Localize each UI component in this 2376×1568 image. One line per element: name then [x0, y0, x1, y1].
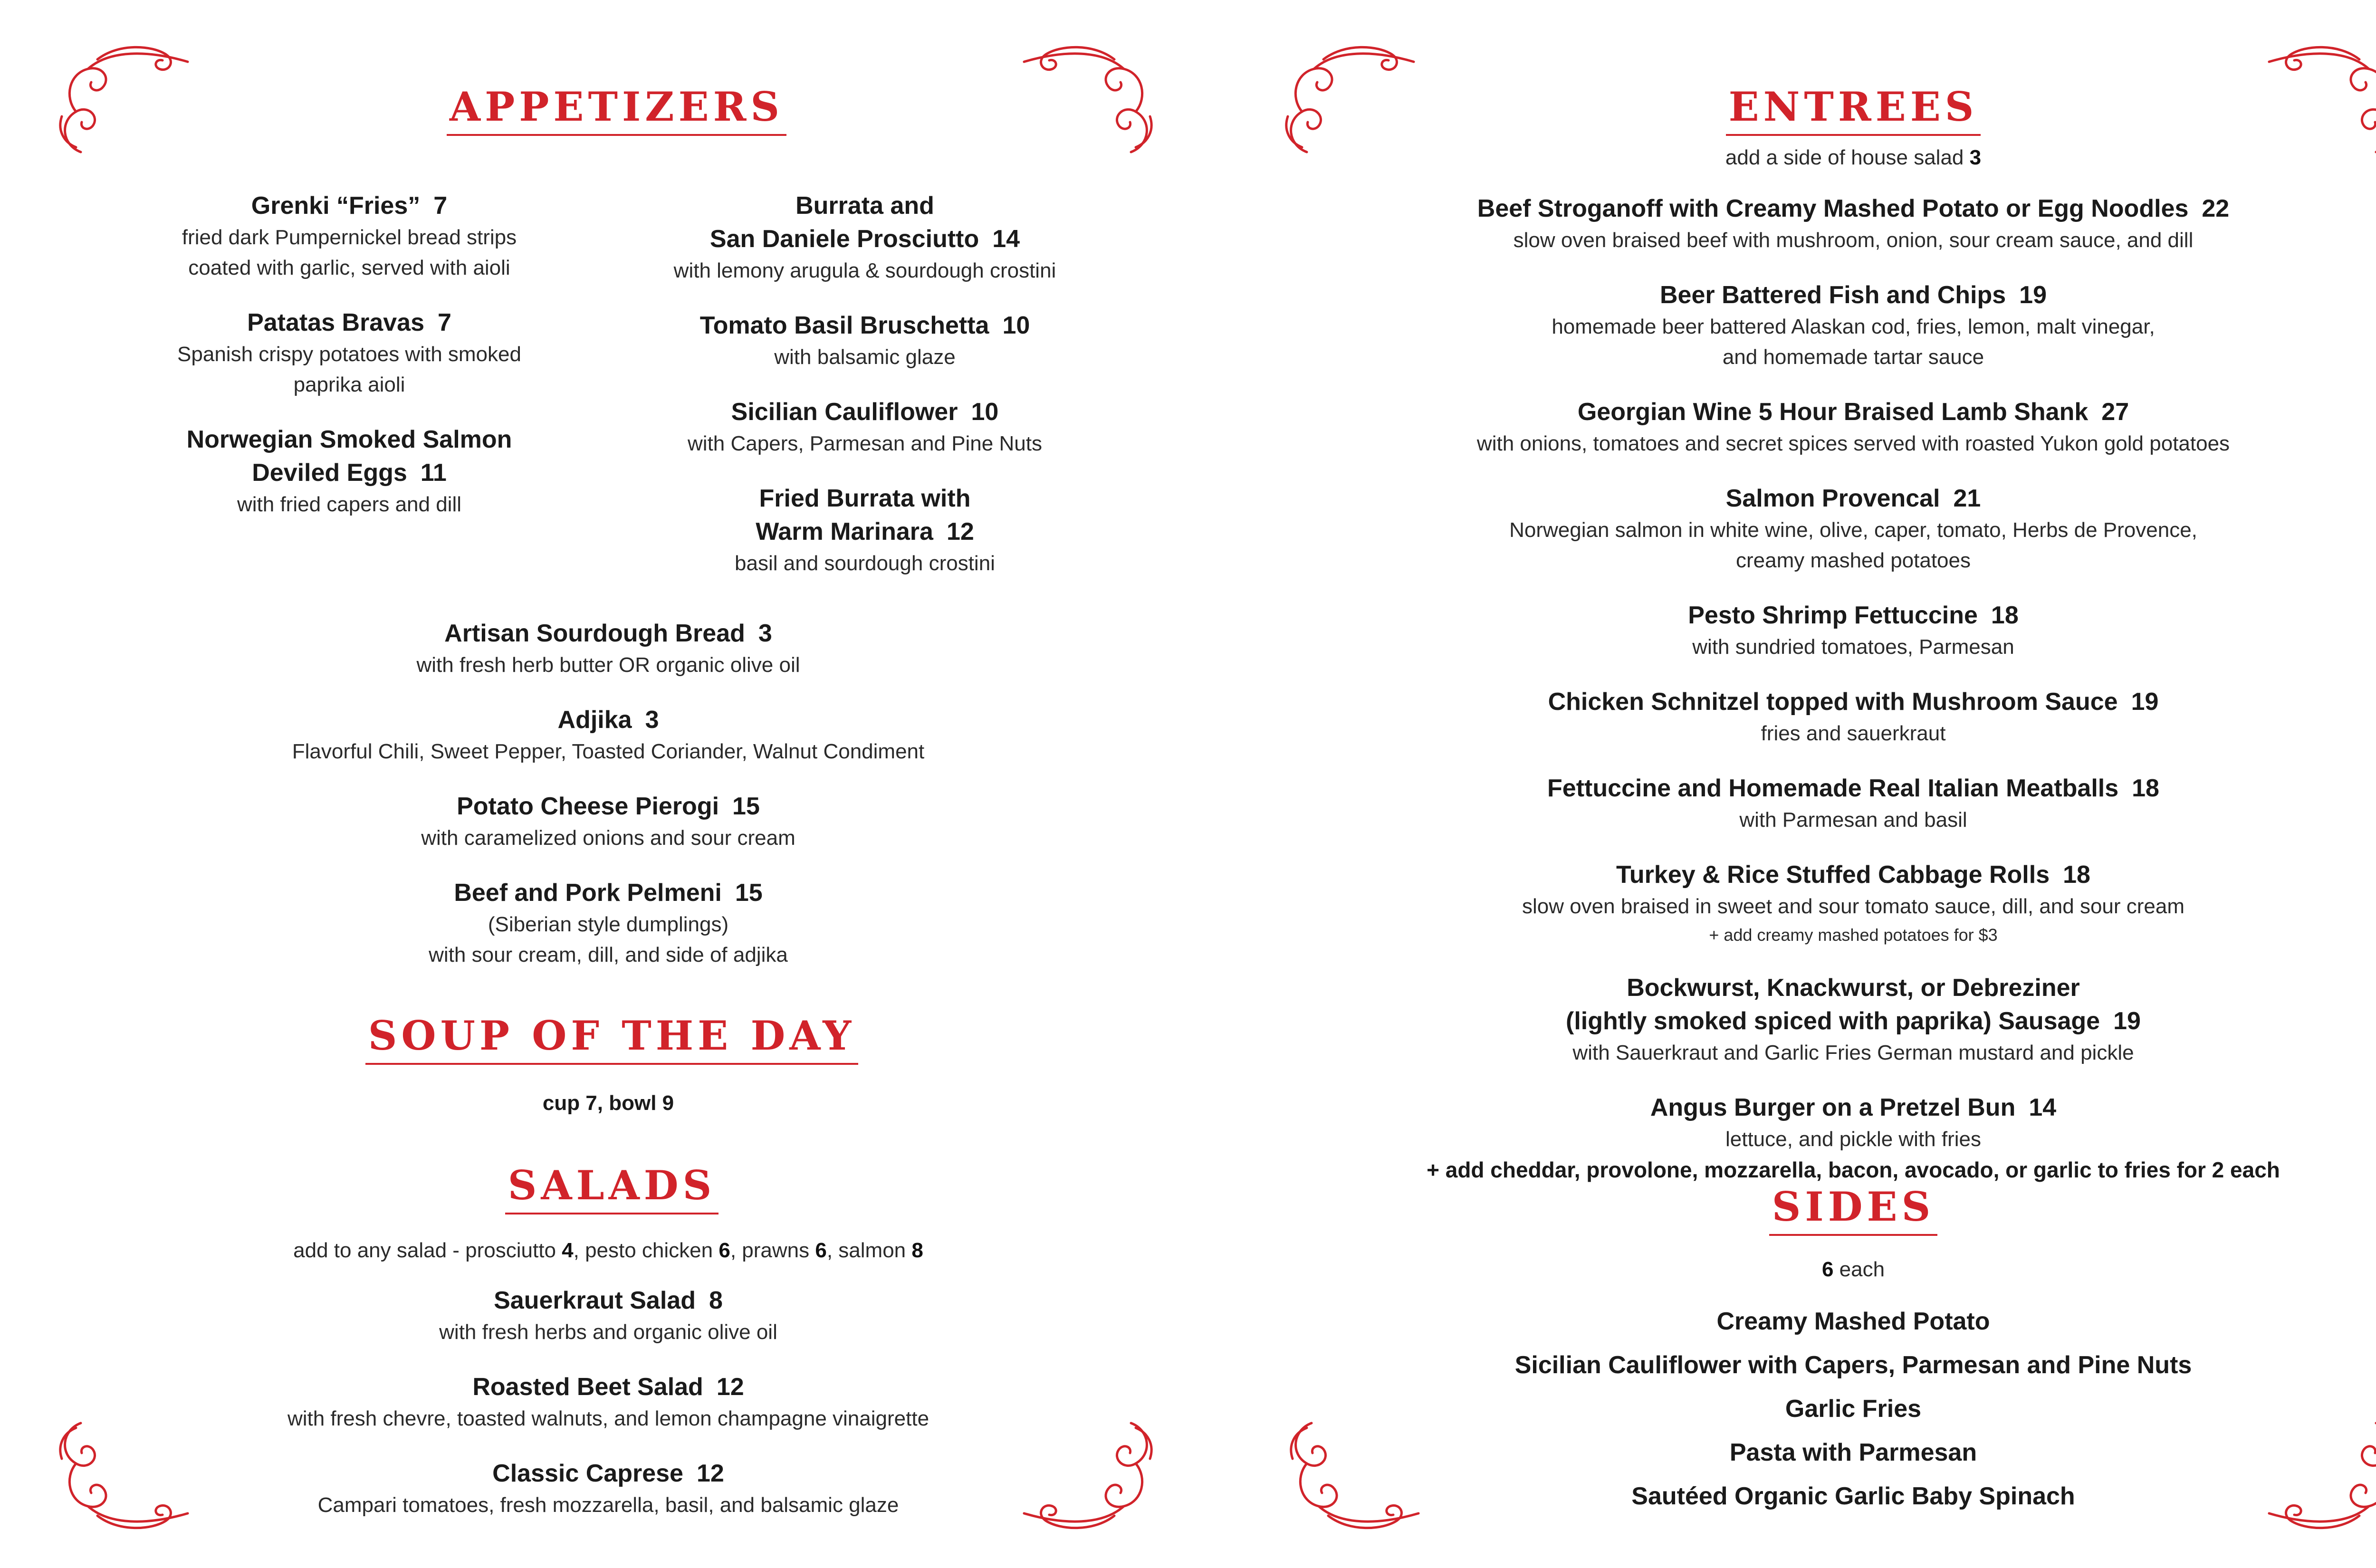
appetizers-col2: [613, 189, 1117, 602]
item-addon-bold: + add cheddar, provolone, mozzarella, bacon, avocado, or garlic to fries for 2 each: [1427, 1157, 2280, 1182]
addon-price: 6: [815, 1239, 827, 1262]
item-name: [109, 306, 589, 339]
item-name-text: Georgian Wine 5 Hour Braised Lamb Shank: [1577, 398, 2089, 426]
item-name: [109, 423, 589, 456]
item-name: [143, 790, 1074, 823]
item-price: 12: [716, 1373, 744, 1401]
item-description: with sour cream, dill, and side of adjika: [429, 943, 788, 966]
item-price: 21: [1953, 485, 1981, 512]
item-description: with fresh chevre, toasted walnuts, and lemon champagne vinaigrette: [287, 1407, 929, 1430]
item-description: slow oven braised beef with mushroom, onion, sour cream sauce, and dill: [1513, 229, 2194, 252]
item-description: with fried capers and dill: [237, 493, 461, 516]
menu-item: [1307, 1091, 2376, 1185]
item-name: [1307, 192, 2376, 225]
entree-note-text: add a side of house salad: [1725, 146, 1970, 169]
item-description: homemade beer battered Alaskan cod, fries, lemon, malt vinegar,: [1552, 315, 2155, 338]
item-name-text: Tomato Basil Bruschetta: [699, 312, 989, 339]
item-description: Norwegian salmon in white wine, olive, caper, tomato, Herbs de Provence,: [1509, 518, 2197, 542]
menu-item: [109, 189, 589, 283]
item-name: [95, 1370, 1121, 1404]
addon-price: 8: [911, 1239, 923, 1262]
item-name: [1307, 395, 2376, 429]
sides-list: [1307, 1300, 2376, 1518]
item-description: with fresh herb butter OR organic olive oil: [416, 653, 800, 677]
item-price: 11: [420, 459, 447, 487]
item-name: [613, 515, 1117, 548]
menu-item: [1307, 858, 2376, 948]
item-price: 19: [2131, 688, 2159, 716]
item-description: coated with garlic, served with aioli: [188, 256, 510, 279]
item-name-text: Pesto Shrimp Fettuccine: [1688, 602, 1978, 629]
item-name-text: Sicilian Cauliflower: [731, 398, 958, 426]
item-description: paprika aioli: [293, 373, 405, 396]
item-price: 8: [709, 1287, 723, 1314]
item-name: [1307, 1091, 2376, 1124]
item-name-text: Deviled Eggs: [252, 459, 407, 487]
menu-item: [1307, 192, 2376, 256]
menu-item: [1307, 685, 2376, 749]
item-name: [109, 456, 589, 489]
salads-list: [95, 1284, 1121, 1543]
item-description: with Parmesan and basil: [1739, 808, 1967, 832]
item-name-text: Sauerkraut Salad: [494, 1287, 696, 1314]
item-name: [613, 222, 1117, 256]
item-description: lettuce, and pickle with fries: [1725, 1128, 1982, 1151]
sides-price: 6: [1821, 1258, 1834, 1281]
menu-item: [1307, 278, 2376, 373]
salads-addon-note: [95, 1235, 1121, 1266]
item-name: [143, 617, 1074, 650]
side-item: Creamy Mashed Potato: [1716, 1308, 1990, 1335]
sides-note: [1307, 1254, 2376, 1285]
item-addon-note: + add creamy mashed potatoes for $3: [1709, 925, 1998, 945]
item-name: [1307, 772, 2376, 805]
item-price: 12: [696, 1460, 724, 1487]
item-name: [143, 876, 1074, 909]
item-description: and homemade tartar sauce: [1722, 345, 1984, 369]
item-name: [1307, 1004, 2376, 1038]
item-price: 18: [2132, 774, 2159, 802]
item-price: 14: [992, 225, 1020, 253]
appetizers-col1: [109, 189, 589, 543]
item-description: with fresh herbs and organic olive oil: [439, 1320, 777, 1344]
item-name-text: San Daniele Prosciutto: [709, 225, 979, 253]
menu-item: [613, 395, 1117, 459]
addon-text: , pesto chicken: [573, 1239, 719, 1262]
menu-item: [143, 790, 1074, 853]
item-name-text: Beer Battered Fish and Chips: [1660, 281, 2006, 309]
item-name-text: Beef and Pork Pelmeni: [454, 879, 722, 907]
item-description: fried dark Pumpernickel bread strips: [182, 226, 517, 249]
item-name-text: Warm Marinara: [756, 518, 933, 545]
item-price: 14: [2029, 1094, 2057, 1121]
item-name-text: Beef Stroganoff with Creamy Mashed Potato or Egg Noodles: [1477, 195, 2189, 222]
item-name: [613, 395, 1117, 429]
item-name-text: Chicken Schnitzel topped with Mushroom Sauce: [1548, 688, 2118, 716]
item-description: with Sauerkraut and Garlic Fries German mustard and pickle: [1572, 1041, 2134, 1064]
entree-note-price: 3: [1969, 146, 1982, 169]
soup-heading: SOUP OF THE DAY: [0, 1012, 1224, 1065]
item-description: basil and sourdough crostini: [735, 552, 995, 575]
item-name-text: Classic Caprese: [492, 1460, 683, 1487]
side-item: Pasta with Parmesan: [1729, 1439, 1977, 1466]
entrees-heading: ENTREES: [1212, 83, 2376, 136]
item-description: with sundried tomatoes, Parmesan: [1692, 635, 2014, 659]
item-name: [613, 309, 1117, 342]
item-name: [1307, 278, 2376, 312]
item-name: [95, 1284, 1121, 1317]
item-name-text: Potato Cheese Pierogi: [457, 793, 719, 820]
menu-item: [143, 617, 1074, 680]
item-name: [613, 482, 1117, 515]
item-name-text: (lightly smoked spiced with paprika) Sausage: [1566, 1007, 2100, 1035]
menu-item: [109, 423, 589, 520]
addon-price: 6: [719, 1239, 730, 1262]
addon-text: add to any salad - prosciutto: [293, 1239, 562, 1262]
item-price: 19: [2113, 1007, 2141, 1035]
soup-price-note: cup 7, bowl 9: [542, 1091, 674, 1115]
item-price: 12: [946, 518, 974, 545]
item-name-text: Roasted Beet Salad: [472, 1373, 703, 1401]
item-price: 15: [732, 793, 760, 820]
item-price: 22: [2202, 195, 2230, 222]
menu-item: [143, 703, 1074, 767]
item-name-text: Artisan Sourdough Bread: [444, 620, 745, 647]
item-name-text: Grenki “Fries”: [251, 192, 421, 220]
side-item: Garlic Fries: [1785, 1395, 1922, 1423]
item-name-text: Bockwurst, Knackwurst, or Debreziner: [1627, 974, 2080, 1002]
sides-heading: SIDES: [1212, 1183, 2376, 1236]
item-name-text: Fettuccine and Homemade Real Italian Meatballs: [1547, 774, 2119, 802]
menu-item: [143, 876, 1074, 970]
item-name-text: Fried Burrata with: [759, 485, 971, 512]
item-name-text: Norwegian Smoked Salmon: [186, 426, 512, 453]
item-description: Campari tomatoes, fresh mozzarella, basil, and balsamic glaze: [317, 1493, 899, 1517]
menu-item: [1307, 772, 2376, 835]
item-name-text: Patatas Bravas: [247, 309, 424, 336]
item-description: slow oven braised in sweet and sour tomato sauce, dill, and sour cream: [1522, 895, 2185, 918]
right-panel: [1212, 0, 2376, 1568]
menu-item: [1307, 971, 2376, 1068]
sides-note-text: each: [1833, 1258, 1885, 1281]
item-name-text: Turkey & Rice Stuffed Cabbage Rolls: [1616, 861, 2050, 889]
menu-item: [109, 306, 589, 400]
item-description: with lemony arugula & sourdough crostini: [673, 259, 1056, 282]
menu-item: [1307, 482, 2376, 576]
item-name: [1307, 685, 2376, 718]
appetizers-center: [143, 617, 1074, 993]
item-description: Spanish crispy potatoes with smoked: [177, 343, 521, 366]
item-name-text: Burrata and: [795, 192, 934, 220]
item-price: 7: [438, 309, 451, 336]
item-price: 3: [645, 706, 659, 734]
item-description: creamy mashed potatoes: [1735, 549, 1971, 572]
menu-item: [613, 189, 1117, 286]
item-name-text: Salmon Provencal: [1725, 485, 1940, 512]
item-price: 18: [2063, 861, 2090, 889]
menu-item: [95, 1457, 1121, 1520]
menu-item: [1307, 599, 2376, 662]
menu-item: [95, 1370, 1121, 1434]
side-item: Sicilian Cauliflower with Capers, Parmesan and Pine Nuts: [1514, 1351, 2192, 1379]
item-name: [1307, 482, 2376, 515]
addon-text: , salmon: [826, 1239, 912, 1262]
menu-item: [613, 482, 1117, 579]
item-name: [109, 189, 589, 222]
entrees-list: [1307, 192, 2376, 1208]
item-price: 19: [2019, 281, 2047, 309]
item-description: (Siberian style dumplings): [488, 913, 729, 936]
menu-item: [613, 309, 1117, 373]
item-name: [143, 703, 1074, 736]
salads-heading: SALADS: [0, 1162, 1224, 1214]
entrees-note: [1307, 143, 2376, 173]
addon-text: , prawns: [730, 1239, 815, 1262]
item-name-text: Adjika: [557, 706, 632, 734]
item-name: [1307, 971, 2376, 1004]
item-description: with Capers, Parmesan and Pine Nuts: [688, 432, 1042, 455]
item-description: Flavorful Chili, Sweet Pepper, Toasted Coriander, Walnut Condiment: [292, 740, 925, 763]
item-price: 15: [735, 879, 763, 907]
item-price: 10: [971, 398, 999, 426]
side-item: Sautéed Organic Garlic Baby Spinach: [1631, 1482, 2075, 1510]
item-price: 10: [1002, 312, 1030, 339]
appetizers-heading: APPETIZERS: [0, 83, 1233, 136]
item-name-text: Angus Burger on a Pretzel Bun: [1650, 1094, 2016, 1121]
item-name: [613, 189, 1117, 222]
item-price: 27: [2101, 398, 2129, 426]
item-description: with onions, tomatoes and secret spices served with roasted Yukon gold potatoes: [1476, 432, 2230, 455]
item-price: 3: [758, 620, 772, 647]
item-description: with balsamic glaze: [774, 345, 956, 369]
menu-item: [1307, 395, 2376, 459]
addon-price: 4: [562, 1239, 574, 1262]
item-name: [1307, 599, 2376, 632]
item-name: [95, 1457, 1121, 1490]
menu-item: [95, 1284, 1121, 1348]
item-name: [1307, 858, 2376, 891]
item-description: with caramelized onions and sour cream: [421, 826, 795, 850]
item-description: fries and sauerkraut: [1761, 722, 1946, 745]
item-price: 18: [1991, 602, 2019, 629]
item-price: 7: [433, 192, 448, 220]
